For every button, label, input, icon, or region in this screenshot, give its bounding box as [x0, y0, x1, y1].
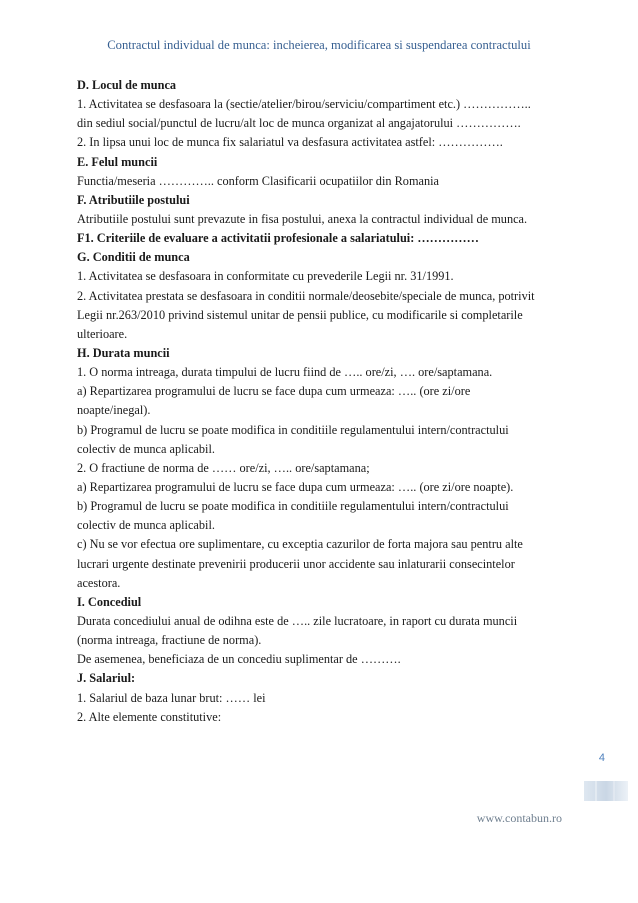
- section-heading: F. Atributiile postului: [77, 192, 190, 207]
- section-heading: I. Concediul: [77, 594, 142, 609]
- section-heading: E. Felul muncii: [77, 154, 158, 169]
- body-text-line: din sediul social/punctul de lucru/alt loc de munca organizat al angajatorului …………….: [77, 116, 521, 131]
- footer-website: www.contabun.ro: [476, 811, 562, 825]
- body-text-line: 2. Activitatea prestata se desfasoara in conditii normale/deosebite/speciale de munca, potrivit: [77, 288, 535, 303]
- body-text-line: 1. Activitatea se desfasoara in conformitate cu prevederile Legii nr. 31/1991.: [77, 269, 454, 284]
- body-text-line: 1. O norma intreaga, durata timpului de lucru fiind de ….. ore/zi, …. ore/saptamana.: [77, 365, 493, 380]
- document-body: [77, 76, 569, 727]
- body-text-line: De asemenea, beneficiaza de un concediu suplimentar de ……….: [77, 652, 401, 667]
- body-text-line: colectiv de munca aplicabil.: [77, 441, 215, 456]
- body-text-line: 2. Alte elemente constitutive:: [77, 709, 222, 724]
- section-heading: D. Locul de munca: [77, 78, 177, 92]
- body-text-line: acestora.: [77, 575, 121, 590]
- body-text-line: Functia/meseria ………….. conform Clasificarii ocupatiilor din Romania: [77, 173, 439, 188]
- body-text-line: 2. O fractiune de norma de …… ore/zi, ….. ore/saptamana;: [77, 460, 370, 475]
- section-heading: F1. Criteriile de evaluare a activitatii profesionale a salariatului: ……………: [77, 231, 479, 246]
- body-text-line: colectiv de munca aplicabil.: [77, 518, 215, 533]
- body-text-line: ulterioare.: [77, 326, 128, 341]
- body-text-line: c) Nu se vor efectua ore suplimentare, cu exceptia cazurilor de forta majora sau pentru alte: [77, 537, 523, 552]
- body-text-line: b) Programul de lucru se poate modifica in conditiile regulamentului intern/contractului: [77, 499, 509, 514]
- body-text-line: Atributiile postului sunt prevazute in fisa postului, anexa la contractul individual de munca.: [77, 211, 528, 226]
- section-heading: H. Durata muncii: [77, 345, 170, 360]
- body-text-line: b) Programul de lucru se poate modifica in conditiile regulamentului intern/contractului: [77, 422, 509, 437]
- body-text-line: Legii nr.263/2010 privind sistemul unitar de pensii publice, cu modificarile si completarile: [77, 307, 523, 322]
- body-text-line: 1. Salariul de baza lunar brut: …… lei: [77, 690, 266, 705]
- body-text-line: 2. In lipsa unui loc de munca fix salariatul va desfasura activitatea astfel: …………….: [77, 135, 503, 150]
- body-text-line: a) Repartizarea programului de lucru se face dupa cum urmeaza: ….. (ore zi/ore: [77, 384, 471, 399]
- section-heading: G. Conditii de munca: [77, 250, 190, 265]
- body-text-line: (norma intreaga, fractiune de norma).: [77, 633, 262, 648]
- page-corner-tab-decoration: [582, 778, 630, 804]
- section-heading: J. Salariul:: [77, 671, 136, 686]
- page-number: 4: [598, 752, 605, 764]
- body-text-line: a) Repartizarea programului de lucru se face dupa cum urmeaza: ….. (ore zi/ore noapte).: [77, 479, 514, 494]
- page-header-title: Contractul individual de munca: incheierea, modificarea si suspendarea contractului: [107, 38, 531, 52]
- body-text-line: lucrari urgente destinate prevenirii producerii unor accidente sau inlaturarii consecintelor: [77, 556, 515, 571]
- body-text-line: 1. Activitatea se desfasoara la (sectie/atelier/birou/serviciu/compartiment etc.) ……………..: [77, 97, 531, 112]
- body-text-line: Durata concediului anual de odihna este de ….. zile lucratoare, in raport cu durata muncii: [77, 613, 518, 628]
- body-text-line: noapte/inegal).: [77, 403, 151, 418]
